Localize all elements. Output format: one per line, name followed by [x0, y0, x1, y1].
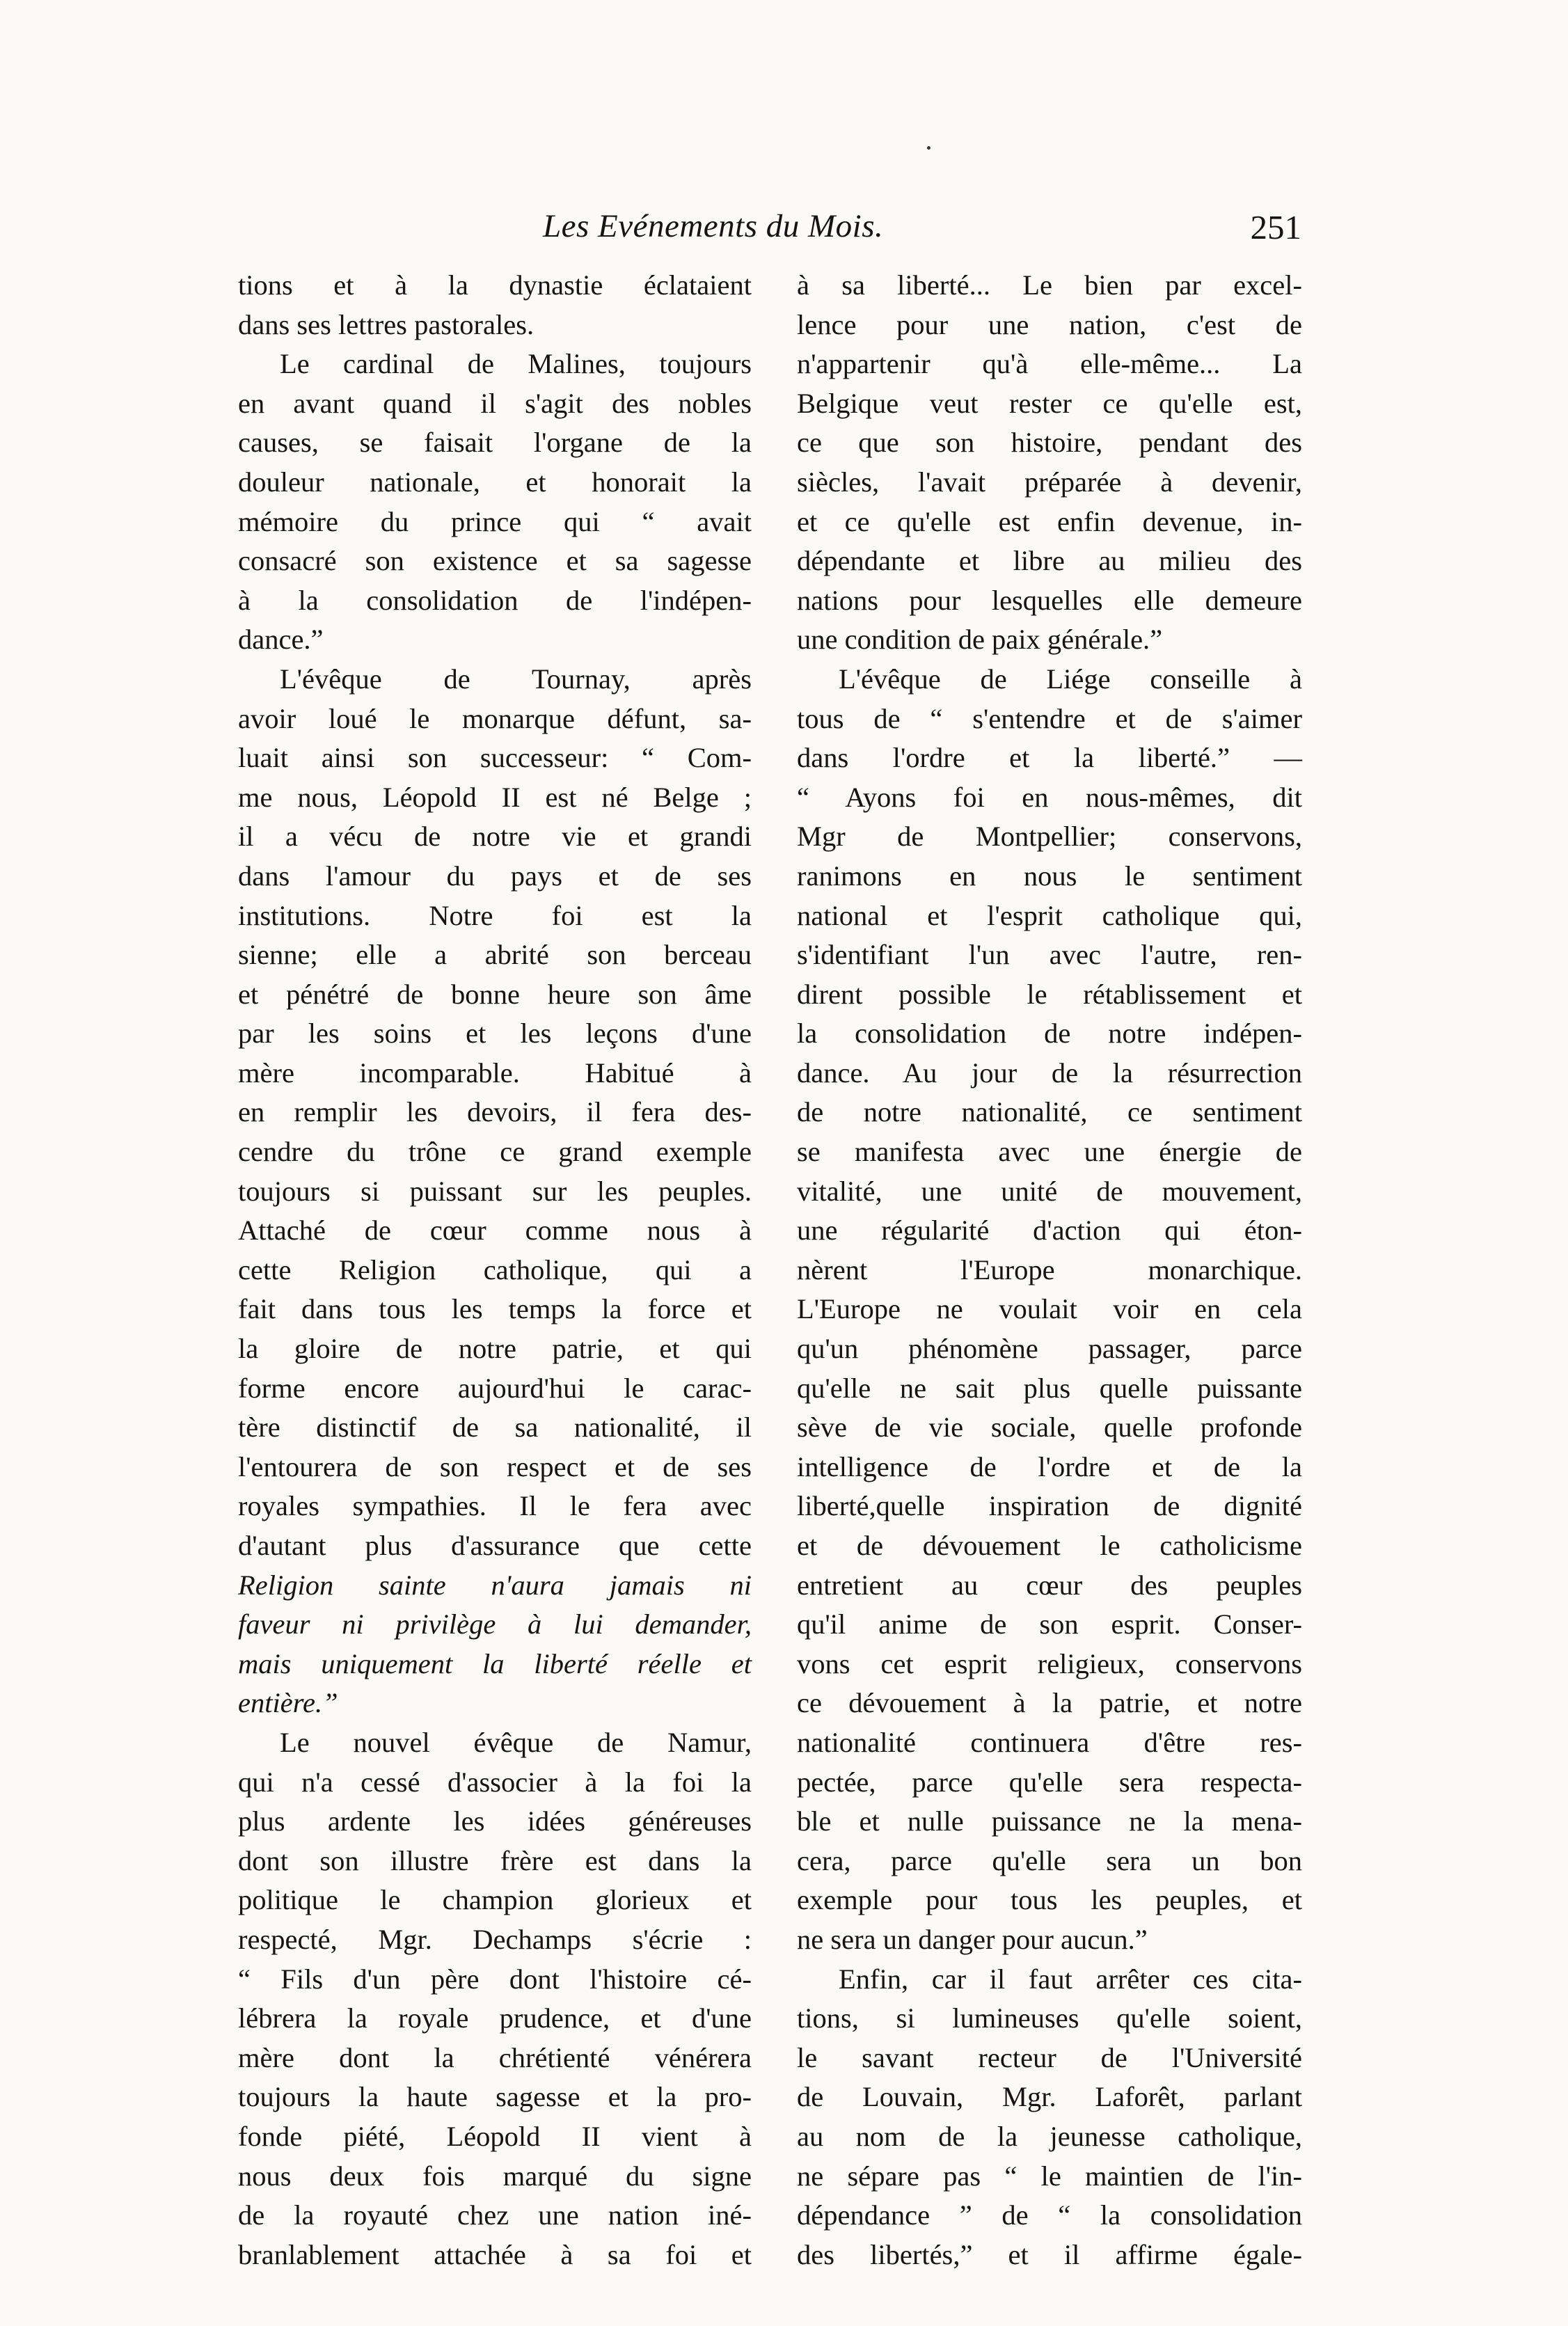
- text-line: intelligence de l'ordre et de la: [797, 1450, 1302, 1482]
- text-line: qu'il anime de son esprit. Conser-: [797, 1608, 1302, 1640]
- text-line: Le cardinal de Malines, toujours: [280, 348, 752, 380]
- text-line: ce dévouement à la patrie, et notre: [797, 1687, 1302, 1719]
- text-line: au nom de la jeunesse catholique,: [797, 2120, 1302, 2152]
- text-line: pectée, parce qu'elle sera respecta-: [797, 1766, 1302, 1798]
- text-line: tous de “ s'entendre et de s'aimer: [797, 702, 1302, 734]
- text-line: ranimons en nous le sentiment: [797, 860, 1302, 892]
- text-line: qui n'a cessé d'associer à la foi la: [238, 1766, 752, 1798]
- text-line: la gloire de notre patrie, et qui: [238, 1333, 752, 1365]
- text-line: luait ainsi son successeur: “ Com-: [238, 742, 752, 774]
- right-text-column: [797, 266, 1302, 2274]
- text-line: entretient au cœur des peuples: [797, 1569, 1302, 1601]
- text-line: une régularité d'action qui éton-: [797, 1215, 1302, 1247]
- text-line: siècles, l'avait préparée à devenir,: [797, 466, 1302, 498]
- text-line: “ Ayons foi en nous-mêmes, dit: [797, 781, 1302, 813]
- text-line: ne sera un danger pour aucun.”: [797, 1923, 1148, 1955]
- text-line: se manifesta avec une énergie de: [797, 1136, 1302, 1168]
- text-line: il a vécu de notre vie et grandi: [238, 821, 752, 853]
- text-line: sève de vie sociale, quelle profonde: [797, 1411, 1302, 1443]
- text-line: branlablement attachée à sa foi et: [238, 2238, 752, 2270]
- text-line: n'appartenir qu'à elle-même... La: [797, 348, 1302, 380]
- text-line: d'autant plus d'assurance que cette: [238, 1530, 752, 1561]
- text-line: Attaché de cœur comme nous à: [238, 1215, 752, 1247]
- text-line: l'entourera de son respect et de ses: [238, 1450, 752, 1482]
- text-line: lence pour une nation, c'est de: [797, 308, 1302, 340]
- text-line: “ Fils d'un père dont l'histoire cé-: [238, 1963, 752, 1995]
- text-line: nationalité continuera d'être res-: [797, 1726, 1302, 1758]
- text-line: nous deux fois marqué du signe: [238, 2160, 752, 2192]
- text-line: exemple pour tous les peuples, et: [797, 1884, 1302, 1916]
- text-line: fonde piété, Léopold II vient à: [238, 2120, 752, 2152]
- text-line: qu'un phénomène passager, parce: [797, 1333, 1302, 1365]
- text-line: mémoire du prince qui “ avait: [238, 505, 752, 537]
- running-title: Les Evénements du Mois.: [543, 208, 884, 244]
- text-line: dépendance ” de “ la consolidation: [797, 2199, 1302, 2231]
- text-line: me nous, Léopold II est né Belge ;: [238, 781, 752, 813]
- text-line: liberté,quelle inspiration de dignité: [797, 1490, 1302, 1522]
- text-line: lébrera la royale prudence, et d'une: [238, 2002, 752, 2034]
- text-line: institutions. Notre foi est la: [238, 899, 752, 931]
- text-line: Religion sainte n'aura jamais ni: [238, 1569, 752, 1601]
- text-line: à sa liberté... Le bien par excel-: [797, 269, 1302, 301]
- text-line: vons cet esprit religieux, conservons: [797, 1647, 1302, 1679]
- page-number: 251: [1250, 208, 1301, 246]
- running-header: [543, 202, 1301, 258]
- text-line: toujours si puissant sur les peuples.: [238, 1175, 752, 1207]
- text-line: mais uniquement la liberté réelle et: [238, 1647, 752, 1679]
- text-line: cette Religion catholique, qui a: [238, 1253, 752, 1285]
- text-line: L'évêque de Liége conseille à: [839, 663, 1302, 695]
- text-line: dance.”: [238, 624, 324, 656]
- text-line: politique le champion glorieux et: [238, 1884, 752, 1916]
- text-line: dirent possible le rétablissement et: [797, 978, 1302, 1010]
- text-line: forme encore aujourd'hui le carac-: [238, 1372, 752, 1404]
- text-line: Le nouvel évêque de Namur,: [280, 1726, 752, 1758]
- text-line: cendre du trône ce grand exemple: [238, 1136, 752, 1168]
- text-line: dance. Au jour de la résurrection: [797, 1057, 1302, 1089]
- text-line: royales sympathies. Il le fera avec: [238, 1490, 752, 1522]
- text-line: ble et nulle puissance ne la mena-: [797, 1805, 1302, 1837]
- text-line: Belgique veut rester ce qu'elle est,: [797, 387, 1302, 419]
- text-line: dans l'ordre et la liberté.” —: [797, 742, 1302, 774]
- text-line: tions et à la dynastie éclataient: [238, 269, 752, 301]
- text-line: de la royauté chez une nation iné-: [238, 2199, 752, 2231]
- left-text-column: [238, 266, 752, 2274]
- text-line: dans l'amour du pays et de ses: [238, 860, 752, 892]
- text-line: de notre nationalité, ce sentiment: [797, 1096, 1302, 1128]
- text-line: et de dévouement le catholicisme: [797, 1530, 1302, 1561]
- text-line: consacré son existence et sa sagesse: [238, 545, 752, 577]
- text-line: toujours la haute sagesse et la pro-: [238, 2081, 752, 2113]
- text-line: en remplir les devoirs, il fera des-: [238, 1096, 752, 1128]
- text-line: dépendante et libre au milieu des: [797, 545, 1302, 577]
- text-line: L'évêque de Tournay, après: [280, 663, 752, 695]
- text-line: mère dont la chrétienté vénérera: [238, 2041, 752, 2073]
- text-line: plus ardente les idées généreuses: [238, 1805, 752, 1837]
- text-line: douleur nationale, et honorait la: [238, 466, 752, 498]
- text-line: tère distinctif de sa nationalité, il: [238, 1411, 752, 1443]
- text-line: qu'elle ne sait plus quelle puissante: [797, 1372, 1302, 1404]
- text-line: dont son illustre frère est dans la: [238, 1844, 752, 1876]
- text-line: fait dans tous les temps la force et: [238, 1293, 752, 1325]
- text-line: avoir loué le monarque défunt, sa-: [238, 702, 752, 734]
- text-line: tions, si lumineuses qu'elle soient,: [797, 2002, 1302, 2034]
- text-line: dans ses lettres pastorales.: [238, 308, 534, 340]
- text-line: causes, se faisait l'organe de la: [238, 427, 752, 459]
- text-line: entière.”: [238, 1687, 338, 1719]
- text-line: s'identifiant l'un avec l'autre, ren-: [797, 939, 1302, 971]
- text-line: nèrent l'Europe monarchique.: [797, 1253, 1302, 1285]
- text-line: le savant recteur de l'Université: [797, 2041, 1302, 2073]
- text-line: des libertés,” et il affirme égale-: [797, 2238, 1302, 2270]
- text-line: une condition de paix générale.”: [797, 624, 1163, 656]
- text-line: et ce qu'elle est enfin devenue, in-: [797, 505, 1302, 537]
- text-line: faveur ni privilège à lui demander,: [238, 1608, 752, 1640]
- text-line: respecté, Mgr. Dechamps s'écrie :: [238, 1923, 752, 1955]
- text-line: la consolidation de notre indépen-: [797, 1018, 1302, 1050]
- text-line: mère incomparable. Habitué à: [238, 1057, 752, 1089]
- text-line: Mgr de Montpellier; conservons,: [797, 821, 1302, 853]
- text-line: vitalité, une unité de mouvement,: [797, 1175, 1302, 1207]
- text-line: en avant quand il s'agit des nobles: [238, 387, 752, 419]
- printing-speck: [927, 146, 930, 150]
- text-line: ne sépare pas “ le maintien de l'in-: [797, 2160, 1302, 2192]
- text-line: par les soins et les leçons d'une: [238, 1018, 752, 1050]
- text-line: L'Europe ne voulait voir en cela: [797, 1293, 1302, 1325]
- text-line: cera, parce qu'elle sera un bon: [797, 1844, 1302, 1876]
- text-line: ce que son histoire, pendant des: [797, 427, 1302, 459]
- text-line: sienne; elle a abrité son berceau: [238, 939, 752, 971]
- text-line: et pénétré de bonne heure son âme: [238, 978, 752, 1010]
- text-line: Enfin, car il faut arrêter ces cita-: [839, 1963, 1302, 1995]
- text-line: nations pour lesquelles elle demeure: [797, 584, 1302, 616]
- text-line: de Louvain, Mgr. Laforêt, parlant: [797, 2081, 1302, 2113]
- text-line: national et l'esprit catholique qui,: [797, 899, 1302, 931]
- text-line: à la consolidation de l'indépen-: [238, 584, 752, 616]
